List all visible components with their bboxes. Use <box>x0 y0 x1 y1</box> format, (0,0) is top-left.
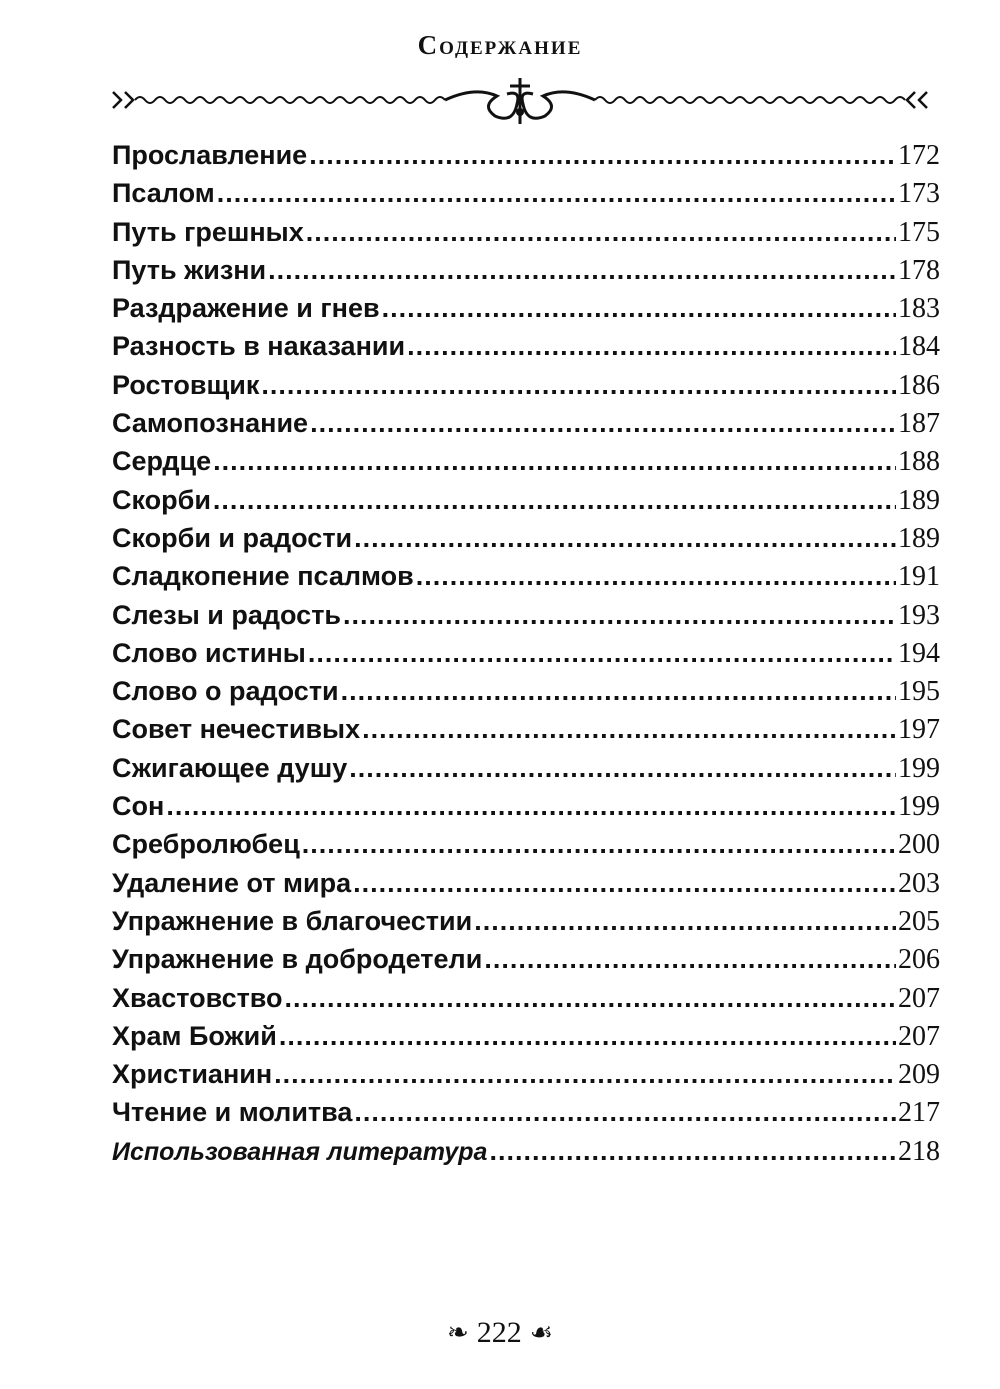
toc-entry <box>112 140 940 178</box>
toc-entry-page: 197 <box>898 714 940 746</box>
toc-entry-title: Слово о радости <box>112 676 339 707</box>
toc-entry <box>112 676 940 714</box>
toc-dot-leader <box>353 868 896 899</box>
footer-ornament-left-icon: ❧ <box>446 1318 469 1347</box>
toc-entry-page: 203 <box>898 867 940 899</box>
toc-entry-title: Сладкопение псалмов <box>112 561 414 592</box>
toc-entry-title: Скорби <box>112 484 211 515</box>
toc-entry-title: Самопознание <box>112 408 309 439</box>
toc-entry-page: 189 <box>898 522 940 554</box>
toc-entry-title: Ростовщик <box>112 369 260 400</box>
toc-entry <box>112 829 940 867</box>
toc-entry <box>112 714 940 752</box>
toc-entry-page: 191 <box>898 561 940 593</box>
toc-dot-leader <box>354 1097 896 1128</box>
toc-entry <box>112 944 940 982</box>
toc-entry <box>112 178 940 216</box>
toc-entry <box>112 561 940 599</box>
toc-entry-page: 187 <box>898 408 940 440</box>
toc-dot-leader <box>489 1136 896 1167</box>
toc-entry <box>112 217 940 255</box>
toc-entry <box>112 408 940 446</box>
toc-dot-leader <box>213 446 896 477</box>
toc-dot-leader <box>302 829 896 860</box>
toc-dot-leader <box>308 638 896 669</box>
toc-dot-leader <box>474 906 896 937</box>
toc-entry-page: 186 <box>898 369 940 401</box>
toc-entry-page: 193 <box>898 599 940 631</box>
toc-entry-title: Сон <box>112 791 165 822</box>
toc-entry-title: Псалом <box>112 178 215 209</box>
toc-dot-leader <box>407 331 896 362</box>
toc-entry-page: 178 <box>898 254 940 286</box>
toc-entry <box>112 638 940 676</box>
toc-entry <box>112 906 940 944</box>
toc-entry <box>112 791 940 829</box>
toc-entry-page: 205 <box>898 905 940 937</box>
toc-entry <box>112 600 940 638</box>
toc-entry-page: 199 <box>898 791 940 823</box>
toc-dot-leader <box>261 370 896 401</box>
page-number: 222 <box>476 1316 522 1349</box>
decorative-divider-ornament <box>105 72 935 132</box>
toc-entry-title: Слово истины <box>112 637 306 668</box>
toc-entry-title: Христианин <box>112 1059 273 1090</box>
toc-entry-title: Использованная литература <box>112 1137 488 1166</box>
toc-dot-leader <box>349 753 896 784</box>
toc-entry-page: 217 <box>898 1097 940 1129</box>
toc-entry-page: 188 <box>898 446 940 478</box>
toc-entry <box>112 370 940 408</box>
toc-dot-leader <box>354 523 896 554</box>
toc-entry <box>112 523 940 561</box>
toc-entry <box>112 485 940 523</box>
toc-entry-title: Упражнение в добродетели <box>112 944 483 975</box>
toc-entry <box>112 446 940 484</box>
toc-entry-page: 199 <box>898 752 940 784</box>
page-header-title: Содержание <box>417 30 583 60</box>
toc-entry <box>112 255 940 293</box>
toc-entry <box>112 753 940 791</box>
toc-entry-title: Путь грешных <box>112 216 304 247</box>
toc-entry-page: 189 <box>898 484 940 516</box>
toc-entry-page: 183 <box>898 293 940 325</box>
toc-dot-leader <box>217 178 896 209</box>
toc-entry-page: 206 <box>898 944 940 976</box>
toc-dot-leader <box>268 255 896 286</box>
toc-dot-leader <box>279 1021 896 1052</box>
toc-entry-page: 207 <box>898 1020 940 1052</box>
toc-entry-title: Раздражение и гнев <box>112 293 380 324</box>
toc-entry-title: Прославление <box>112 140 308 170</box>
toc-dot-leader <box>362 714 896 745</box>
toc-entry-page: 175 <box>898 216 940 248</box>
toc-entry-title: Сребролюбец <box>112 829 300 860</box>
toc-entry-page: 195 <box>898 676 940 708</box>
footer-ornament-right-icon: ☙ <box>529 1318 554 1347</box>
toc-dot-leader <box>341 676 896 707</box>
toc-entry-page: 218 <box>898 1135 940 1167</box>
toc-entry-page: 207 <box>898 982 940 1014</box>
toc-entry-title: Скорби и радости <box>112 522 353 553</box>
table-of-contents <box>112 140 940 1174</box>
page-footer <box>0 1316 1000 1350</box>
toc-entry <box>112 1059 940 1097</box>
toc-entry-page: 173 <box>898 178 940 210</box>
toc-entry-title: Хвастовство <box>112 982 283 1013</box>
toc-dot-leader <box>343 600 896 631</box>
toc-entry <box>112 331 940 369</box>
toc-entry-page: 184 <box>898 331 940 363</box>
toc-entry-title: Совет нечестивых <box>112 714 361 745</box>
toc-dot-leader <box>285 983 896 1014</box>
toc-entry <box>112 293 940 331</box>
toc-dot-leader <box>310 408 896 439</box>
toc-dot-leader <box>166 791 896 822</box>
toc-entry <box>112 983 940 1021</box>
toc-entry-title: Упражнение в благочестии <box>112 905 473 936</box>
toc-entry <box>112 1021 940 1059</box>
toc-entry-title: Путь жизни <box>112 254 267 285</box>
toc-entry <box>112 1097 940 1135</box>
toc-entry <box>112 1136 940 1174</box>
toc-entry-title: Храм Божий <box>112 1020 277 1051</box>
toc-dot-leader <box>306 217 896 248</box>
toc-entry-title: Сжигающее душу <box>112 752 348 783</box>
toc-entry-title: Сердце <box>112 446 212 477</box>
toc-entry-title: Разность в наказании <box>112 331 406 362</box>
toc-dot-leader <box>382 293 896 324</box>
toc-entry <box>112 868 940 906</box>
toc-dot-leader <box>213 485 896 516</box>
toc-entry-page: 194 <box>898 637 940 669</box>
toc-entry-page: 209 <box>898 1059 940 1091</box>
toc-entry-title: Удаление от мира <box>112 867 352 898</box>
toc-entry-title: Слезы и радость <box>112 599 342 630</box>
toc-entry-page: 172 <box>898 140 940 171</box>
toc-dot-leader <box>274 1059 896 1090</box>
toc-entry-title: Чтение и молитва <box>112 1097 353 1128</box>
toc-entry-page: 200 <box>898 829 940 861</box>
toc-dot-leader <box>309 140 896 171</box>
toc-dot-leader <box>416 561 896 592</box>
toc-dot-leader <box>484 944 896 975</box>
